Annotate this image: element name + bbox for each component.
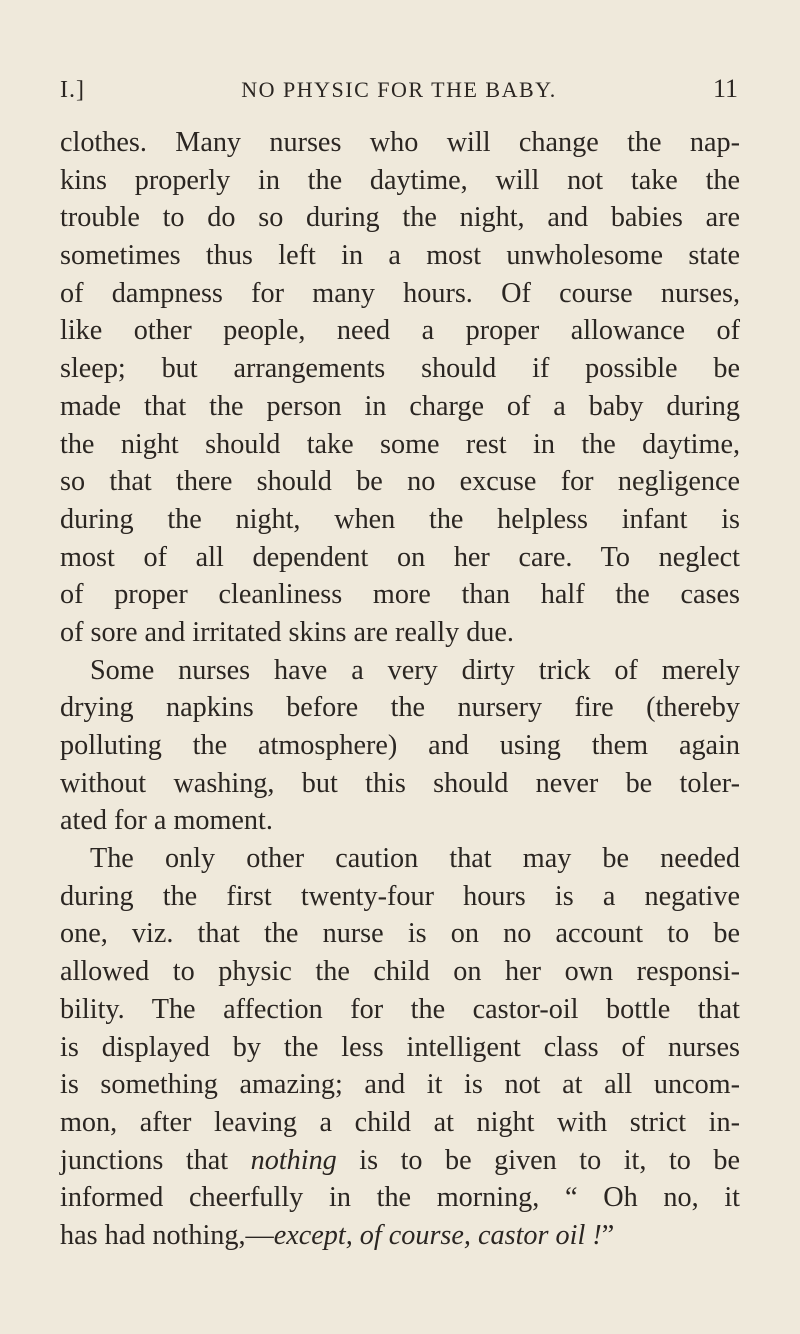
text-line: drying napkins before the nursery fire (thereby <box>60 692 740 724</box>
text-line: the night should take some rest in the daytime, <box>60 428 740 460</box>
text-line: polluting the atmosphere) and using them again <box>60 730 740 761</box>
text-line: so that there should be no excuse for negligence <box>60 466 740 498</box>
paragraph-start-line: The only other caution that may be needed <box>90 843 740 875</box>
text-line: during the first twenty-four hours is a negative <box>60 880 740 912</box>
text-line: bility. The affection for the castor-oil bottle that <box>60 993 740 1025</box>
text-line: mon, after leaving a child at night with strict in- <box>60 1106 740 1138</box>
text-line: most of all dependent on her care. To neglect <box>60 541 740 573</box>
italic-emphasis: nothing <box>250 1144 337 1176</box>
text-line: of proper cleanliness more than half the cases <box>60 579 740 611</box>
text-line: sleep; but arrangements should if possible be <box>60 353 740 385</box>
italic-emphasis: except, of course, castor oil ! <box>273 1219 602 1251</box>
text-line: informed cheerfully in the morning, “ Oh no, it <box>60 1182 740 1214</box>
text-line: is displayed by the less intelligent class of nurses <box>60 1031 740 1063</box>
text-line: one, viz. that the nurse is on no account to be <box>60 918 740 950</box>
text-line: like other people, need a proper allowance of <box>60 315 740 347</box>
line-text-after: is to be given to it, to be <box>336 1144 740 1176</box>
text-line: made that the person in charge of a baby during <box>60 390 740 422</box>
text-line: allowed to physic the child on her own responsi- <box>60 956 740 988</box>
text-line: is something amazing; and it is not at all uncom- <box>60 1069 740 1101</box>
running-title: NO PHYSIC FOR THE BABY. <box>241 77 557 102</box>
paragraph-end-line: ated for a moment. <box>60 805 273 837</box>
text-line: sometimes thus left in a most unwholesome state <box>60 240 740 272</box>
line-text-before: has had nothing,— <box>60 1219 274 1251</box>
paragraph-end-line: of sore and irritated skins are really due. <box>60 616 514 648</box>
text-line <box>60 1142 740 1180</box>
line-text-before: junctions that <box>60 1144 251 1176</box>
body-text <box>60 124 740 1255</box>
text-line: during the night, when the helpless infant is <box>60 503 740 535</box>
text-line: kins properly in the daytime, will not take the <box>60 164 740 196</box>
paragraph-start-line: Some nurses have a very dirty trick of merely <box>90 654 740 686</box>
running-head <box>60 74 738 108</box>
text-line: trouble to do so during the night, and babies are <box>60 202 740 234</box>
text-line: of dampness for many hours. Of course nurses, <box>60 277 740 309</box>
line-text-after: ” <box>601 1219 615 1251</box>
paragraph-end-line <box>60 1217 740 1255</box>
section-marker: I.] <box>60 77 85 103</box>
page-number: 11 <box>712 74 738 103</box>
text-line: without washing, but this should never be toler- <box>60 767 740 799</box>
text-line: clothes. Many nurses who will change the nap- <box>60 127 740 158</box>
